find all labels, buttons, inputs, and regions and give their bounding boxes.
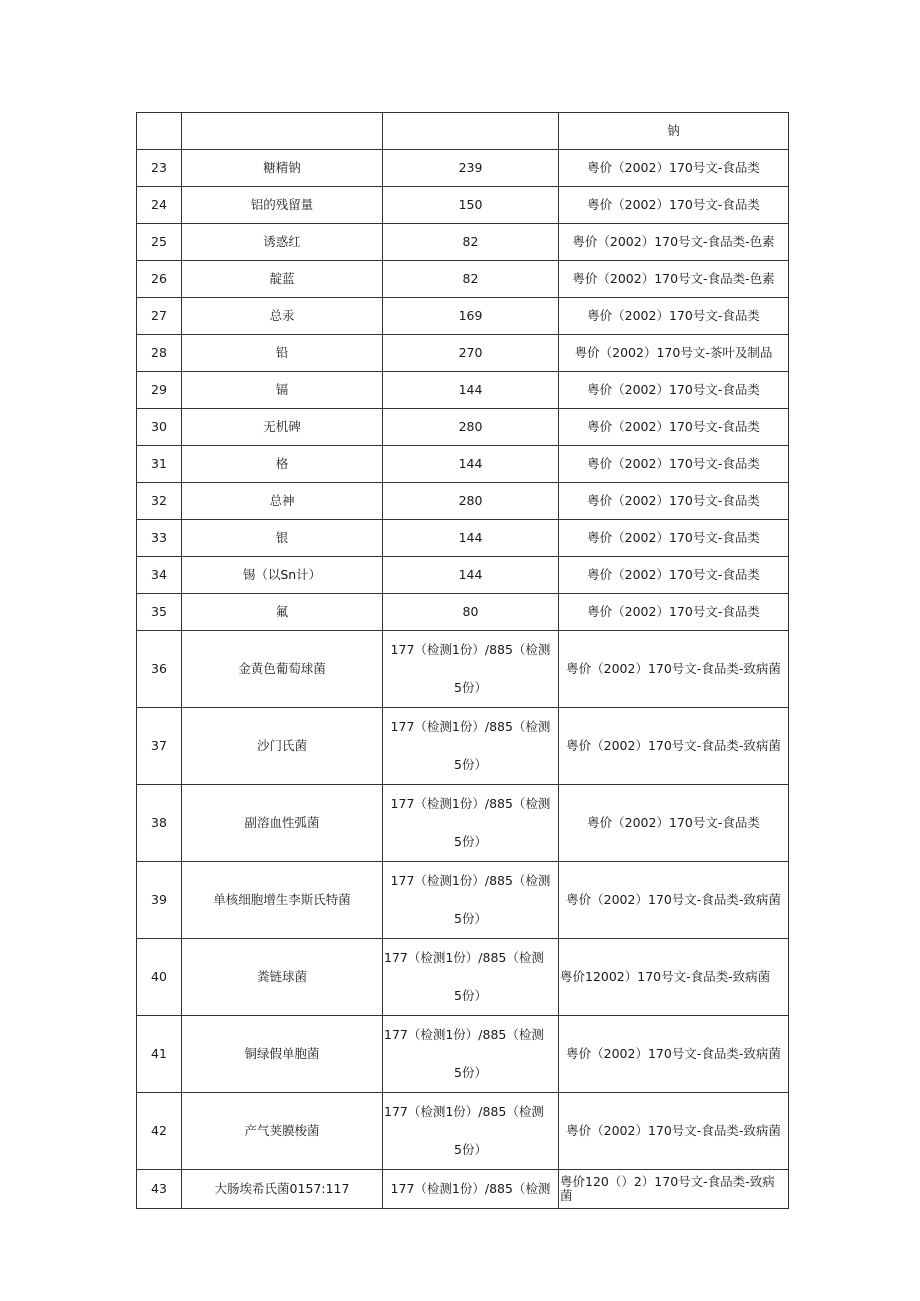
table-row: [137, 1093, 789, 1170]
price-line-1: 177（检测1份）/885（检测: [390, 719, 551, 734]
fee-table-body: [137, 113, 789, 1209]
table-row: [137, 409, 789, 446]
price-line-1: 177（检测1份）/885（检测: [390, 642, 551, 657]
cell-item: 总神: [182, 483, 383, 520]
cell-price: 150: [383, 187, 559, 224]
basis-line-1: 粤价120（）2）170号文-食品类-致病: [560, 1174, 775, 1189]
cell-no: 40: [137, 939, 182, 1016]
price-line-2: 5份）: [454, 757, 487, 772]
cell-item: 糖精钠: [182, 150, 383, 187]
cell-item: 单核细胞增生李斯氏特菌: [182, 862, 383, 939]
cell-item: 沙门氏菌: [182, 708, 383, 785]
cell-basis: 粤价（2002）170号文-食品类-致病菌: [559, 1016, 789, 1093]
cell-basis: 粤价12002）170号文-食品类-致病菌: [559, 939, 789, 1016]
cell-price: 144: [383, 372, 559, 409]
cell-basis: 粤价（2002）170号文-食品类: [559, 446, 789, 483]
table-row: [137, 708, 789, 785]
table-row: [137, 631, 789, 708]
price-line-1: 177（检测1份）/885（检测: [390, 796, 551, 811]
price-line-1: 177（检测1份）/885（检测: [384, 950, 544, 965]
table-row: [137, 187, 789, 224]
price-line-2: 5份）: [454, 1065, 487, 1080]
cell-no: 29: [137, 372, 182, 409]
cell-basis: 粤价（2002）170号文-食品类-致病菌: [559, 708, 789, 785]
table-row: [137, 1016, 789, 1093]
price-line-2: 5份）: [454, 834, 487, 849]
cell-price: [383, 939, 559, 1016]
table-row: [137, 557, 789, 594]
cell-price: 177（检测1份）/885（检测: [383, 1170, 559, 1209]
cell-no: 30: [137, 409, 182, 446]
cell-basis: 粤价（2002）170号文-茶叶及制品: [559, 335, 789, 372]
cell-basis: 粤价（2002）170号文-食品类: [559, 298, 789, 335]
price-line-1: 177（检测1份）/885（检测: [384, 1027, 544, 1042]
cell-basis: 粤价（2002）170号文-食品类: [559, 483, 789, 520]
price-line-2: 5份）: [454, 911, 487, 926]
cell-item: 大肠埃希氏菌0157:117: [182, 1170, 383, 1209]
cell-basis: 粤价（2002）170号文-食品类: [559, 372, 789, 409]
price-line-2: 5份）: [454, 1142, 487, 1157]
cell-no: 41: [137, 1016, 182, 1093]
cell-no: 35: [137, 594, 182, 631]
cell-no: 28: [137, 335, 182, 372]
cell-no: 36: [137, 631, 182, 708]
cell-item: 靛蓝: [182, 261, 383, 298]
cell-price: 144: [383, 557, 559, 594]
cell-no: 32: [137, 483, 182, 520]
cell-price: 80: [383, 594, 559, 631]
table-row: [137, 372, 789, 409]
price-line-2: 5份）: [454, 680, 487, 695]
cell-no: 33: [137, 520, 182, 557]
table-row-header: [137, 113, 789, 150]
cell-price: 280: [383, 409, 559, 446]
table-row: [137, 335, 789, 372]
table-row: [137, 298, 789, 335]
cell-no: 43: [137, 1170, 182, 1209]
price-line-2: 5份）: [454, 988, 487, 1003]
cell-basis: 粤价（2002）170号文-食品类: [559, 187, 789, 224]
cell-price: 144: [383, 446, 559, 483]
cell-no: 24: [137, 187, 182, 224]
cell-item: 镉: [182, 372, 383, 409]
cell-item: 总汞: [182, 298, 383, 335]
cell-price: 82: [383, 261, 559, 298]
cell-item: 铝的残留量: [182, 187, 383, 224]
cell-price: [383, 113, 559, 150]
cell-item: [182, 113, 383, 150]
cell-item: 粪链球菌: [182, 939, 383, 1016]
cell-basis: 粤价（2002）170号文-食品类: [559, 409, 789, 446]
cell-item: 铅: [182, 335, 383, 372]
cell-no: 27: [137, 298, 182, 335]
cell-item: 产气荚膜梭菌: [182, 1093, 383, 1170]
table-row: [137, 594, 789, 631]
cell-no: 26: [137, 261, 182, 298]
cell-basis: [559, 1170, 789, 1209]
cell-basis: 粤价（2002）170号文-食品类-致病菌: [559, 862, 789, 939]
table-row: [137, 150, 789, 187]
cell-no: 34: [137, 557, 182, 594]
table-row: [137, 520, 789, 557]
cell-no: 25: [137, 224, 182, 261]
cell-price: 144: [383, 520, 559, 557]
cell-basis: 粤价（2002）170号文-食品类: [559, 557, 789, 594]
table-row: [137, 939, 789, 1016]
cell-price: 270: [383, 335, 559, 372]
cell-price: [383, 631, 559, 708]
cell-item: 诱惑红: [182, 224, 383, 261]
cell-basis: 粤价（2002）170号文-食品类-致病菌: [559, 1093, 789, 1170]
cell-basis: 粤价（2002）170号文-食品类: [559, 150, 789, 187]
cell-no: 39: [137, 862, 182, 939]
cell-item: 无机碑: [182, 409, 383, 446]
price-line-1: 177（检测1份）/885（检测: [384, 1104, 544, 1119]
table-row: [137, 261, 789, 298]
cell-no: 37: [137, 708, 182, 785]
cell-item: 锡（以Sn计）: [182, 557, 383, 594]
cell-no: 31: [137, 446, 182, 483]
cell-basis: 粤价（2002）170号文-食品类: [559, 594, 789, 631]
cell-basis: 钠: [559, 113, 789, 150]
cell-price: [383, 785, 559, 862]
cell-item: 铜绿假单胞菌: [182, 1016, 383, 1093]
cell-price: [383, 708, 559, 785]
table-row: [137, 785, 789, 862]
table-row: [137, 1170, 789, 1209]
cell-price: 169: [383, 298, 559, 335]
cell-no: 23: [137, 150, 182, 187]
table-row: [137, 862, 789, 939]
cell-price: 239: [383, 150, 559, 187]
cell-no: 42: [137, 1093, 182, 1170]
cell-item: 氟: [182, 594, 383, 631]
cell-basis: 粤价（2002）170号文-食品类-致病菌: [559, 631, 789, 708]
cell-price: 82: [383, 224, 559, 261]
cell-item: 金黄色葡萄球菌: [182, 631, 383, 708]
table-row: [137, 446, 789, 483]
cell-basis: 粤价（2002）170号文-食品类-色素: [559, 224, 789, 261]
cell-price: [383, 1016, 559, 1093]
table-row: [137, 483, 789, 520]
cell-price: [383, 862, 559, 939]
cell-basis: 粤价（2002）170号文-食品类: [559, 520, 789, 557]
cell-item: 银: [182, 520, 383, 557]
fee-table: [136, 112, 789, 1209]
table-row: [137, 224, 789, 261]
cell-basis: 粤价（2002）170号文-食品类: [559, 785, 789, 862]
cell-item: 副溶血性弧菌: [182, 785, 383, 862]
price-line-1: 177（检测1份）/885（检测: [390, 873, 551, 888]
cell-item: 格: [182, 446, 383, 483]
cell-no: [137, 113, 182, 150]
cell-price: 280: [383, 483, 559, 520]
basis-line-2: 菌: [560, 1188, 573, 1203]
cell-no: 38: [137, 785, 182, 862]
cell-price: [383, 1093, 559, 1170]
cell-basis: 粤价（2002）170号文-食品类-色素: [559, 261, 789, 298]
